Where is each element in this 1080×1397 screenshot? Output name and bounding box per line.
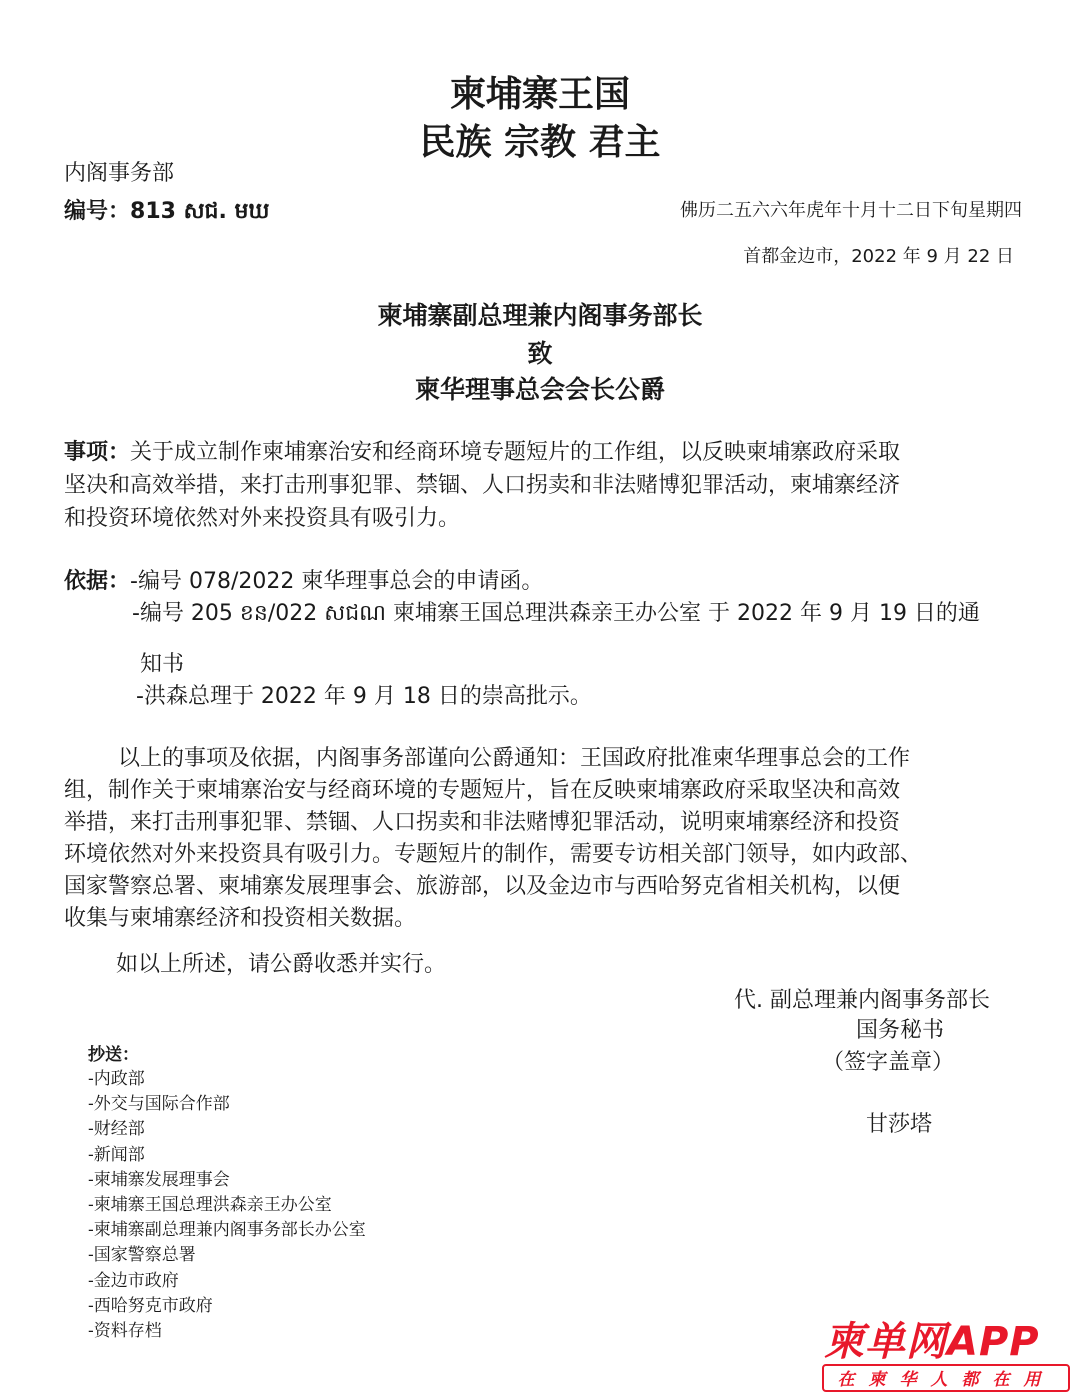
body-line-5: 国家警察总署、柬埔寨发展理事会、旅游部，以及金边市与西哈努克省相关机构，以便 <box>64 874 901 899</box>
basis-item-2-cont: 知书 <box>140 652 185 677</box>
cc-item: -资料存档 <box>88 1321 162 1341</box>
document-number-label: 编号： <box>64 199 131 224</box>
national-motto: 民族 宗教 君主 <box>419 122 661 163</box>
subject-line-3: 和投资环境依然对外来投资具有吸引力。 <box>64 506 461 531</box>
document-number-value: 813 សជ. មឃ <box>130 199 270 224</box>
cc-item: -外交与国际合作部 <box>88 1094 230 1115</box>
issuing-department: 内阁事务部 <box>64 161 175 186</box>
subject-text-1: 关于成立制作柬埔寨治安和经商环境专题短片的工作组，以反映柬埔寨政府采取 <box>130 440 901 465</box>
cc-item: -内政部 <box>88 1069 145 1089</box>
signature-seal-note: （签字盖章） <box>822 1050 955 1075</box>
basis-item-3: -洪森总理于 2022 年 9 月 18 日的崇高批示。 <box>136 684 592 709</box>
basis-text-1: -编号 078/2022 柬华理事总会的申请函。 <box>130 569 544 594</box>
brand-slogan: 在柬华人都在用 <box>822 1364 1070 1392</box>
cc-item: -金边市政府 <box>88 1270 179 1291</box>
cc-item: -财经部 <box>88 1119 145 1140</box>
cc-item: -柬埔寨王国总理洪森亲王办公室 <box>88 1195 332 1215</box>
body-line-2: 组，制作关于柬埔寨治安与经商环境的专题短片，旨在反映柬埔寨政府采取坚决和高效 <box>64 778 901 803</box>
document-number <box>64 194 269 229</box>
body-line-4: 环境依然对外来投资具有吸引力。专题短片的制作，需要专访相关部门领导，如内政部、 <box>64 842 923 867</box>
brand-logo: 柬单网APP <box>824 1319 1040 1365</box>
signature-role: 国务秘书 <box>856 1018 945 1043</box>
signatory-name: 甘莎塔 <box>866 1112 933 1137</box>
closing-line: 如以上所述，请公爵收悉并实行。 <box>116 952 447 977</box>
kingdom-title: 柬埔寨王国 <box>449 74 630 115</box>
city-date: 首都金边市，2022 年 9 月 22 日 <box>743 246 1014 267</box>
basis-item-2: -编号 205 ខន/022 សជណ 柬埔寨王国总理洪森亲王办公室 于 2022 年 9 月 19 日的通 <box>132 601 980 626</box>
cc-item: -柬埔寨发展理事会 <box>88 1169 230 1190</box>
cc-label: 抄送： <box>88 1045 139 1065</box>
body-line-1: 以上的事项及依据，内阁事务部谨向公爵通知：王国政府批准柬华理事总会的工作 <box>118 746 911 771</box>
body-line-3: 举措，来打击刑事犯罪、禁锢、人口拐卖和非法赌博犯罪活动，说明柬埔寨经济和投资 <box>64 810 901 835</box>
recipient-title: 柬华理事总会会长公爵 <box>414 375 665 404</box>
basis-label: 依据： <box>64 569 131 594</box>
cc-item: -国家警察总署 <box>88 1245 196 1266</box>
cc-item: -柬埔寨副总理兼内阁事务部长办公室 <box>88 1220 366 1241</box>
basis-item-1 <box>64 565 543 598</box>
subject-line-2: 坚决和高效举措，来打击刑事犯罪、禁锢、人口拐卖和非法赌博犯罪活动，柬埔寨经济 <box>64 473 901 498</box>
subject-line-1 <box>64 436 900 469</box>
signature-title: 代. 副总理兼内阁事务部长 <box>734 988 990 1013</box>
sender-title: 柬埔寨副总理兼内阁事务部长 <box>377 301 703 330</box>
lunar-date: 佛历二五六六年虎年十月十二日下旬星期四 <box>680 200 1022 221</box>
body-line-6: 收集与柬埔寨经济和投资相关数据。 <box>64 906 417 931</box>
subject-label: 事项： <box>64 440 131 465</box>
cc-item: -新闻部 <box>88 1144 145 1165</box>
to-word: 致 <box>527 339 553 368</box>
cc-item: -西哈努克市政府 <box>88 1295 213 1316</box>
